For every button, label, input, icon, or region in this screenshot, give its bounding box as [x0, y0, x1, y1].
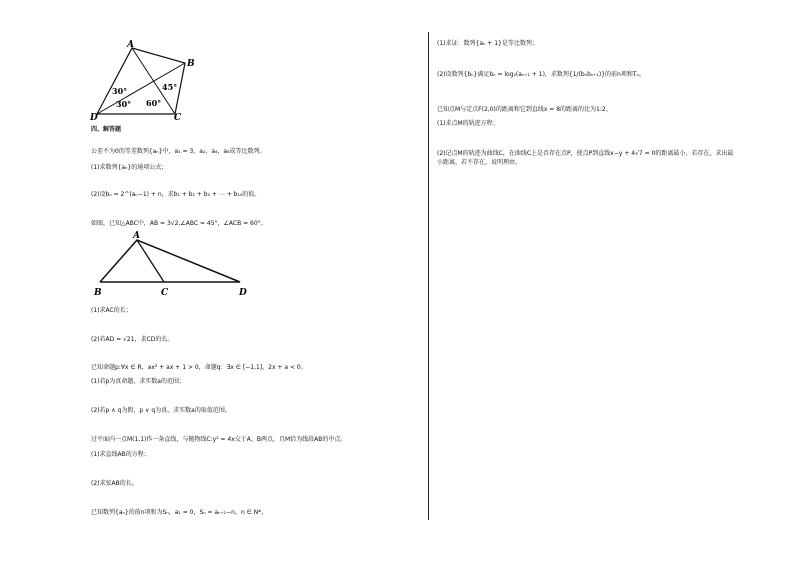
vertex-label-d: D [90, 113, 98, 123]
angle-label-1: 30° [112, 86, 128, 96]
q1-part2: (2)设bₙ = 2^(aₙ−1) + n，求b₁ + b₂ + b₃ + ⋯ + b₁₀的值。 [91, 191, 261, 198]
section-title: 四、解答题 [91, 126, 122, 133]
quadrilateral-outline [97, 48, 185, 114]
angle-label-2: 30° [116, 99, 132, 109]
q5-part2: (2)设数列{bₙ}满足bₙ = log₂(aₙ₊₁ + 1)，求数列{1/(bₙbₙ₊₁)}的前n项和Tₙ。 [437, 71, 645, 78]
q6-part1: (1)求点M的轨迹方程； [437, 120, 499, 127]
q3-stem: 已知命题p:∀x ∈ R，ax² + ax + 1 > 0，命题q：∃x ∈ [−1,1]，2x + a < 0。 [91, 364, 307, 371]
q3-part1: (1)若p为真命题，求实数a的范围； [91, 378, 185, 385]
q5-stem: 已知数列{aₙ}的前n项和为Sₙ，a₁ = 0，Sₙ = aₙ₊₁−n，n ∈ N*。 [91, 509, 268, 516]
q6-part2-line1: (2)记点M的轨迹为曲线C，在曲线C上是否存在点P，使点P到直线x−y + 4√7 = 0的距离最小，若存在，求出最 [437, 150, 734, 157]
q2-part1: (1)求AC的长； [91, 307, 132, 314]
q6-stem: 已知点M与定点F(2,0)的距离和它到直线x = 8的距离的比为1:2。 [437, 106, 612, 113]
point-label-c: C [161, 288, 169, 298]
q6-part2-line2: 小距离，若不存在，说明理由。 [437, 159, 522, 166]
point-label-d: D [239, 288, 247, 298]
q1-stem: 公差不为0的等差数列{aₙ}中，a₁ = 3，a₂，a₄，a₈成等比数列。 [91, 148, 266, 155]
q4-stem: 过平面内一点M(1,1)作一条直线，与抛物线C:y² = 4x交于A、B两点，且M恰为线段AB的中点。 [91, 436, 347, 443]
angle-label-3: 60° [146, 98, 162, 108]
q2-part2: (2)若AD = √21，求CD的长。 [91, 336, 174, 343]
q5-part1: (1)求证：数列{aₙ + 1}是等比数列； [437, 40, 538, 47]
triangle-figure [90, 228, 255, 298]
angle-label-4: 45° [162, 82, 178, 92]
q4-part2: (2)求弦AB的长。 [91, 480, 138, 487]
point-label-b: B [94, 288, 102, 298]
triangle-edges [100, 240, 240, 282]
q1-part1: (1)求数列{aₙ}的通项公式； [91, 164, 168, 171]
q4-part1: (1)求直线AB的方程； [91, 451, 150, 458]
point-label-a: A [133, 231, 140, 241]
vertex-label-b: B [187, 59, 195, 69]
vertex-label-c: C [174, 113, 182, 123]
quadrilateral-figure [90, 40, 200, 123]
column-divider [428, 32, 429, 520]
vertex-label-a: A [127, 40, 134, 50]
q3-part2: (2)若p ∧ q为假，p ∨ q为真，求实数a的取值范围。 [91, 407, 231, 414]
q2-stem: 如图，已知△ABC中，AB = 3√2,∠ABC = 45°，∠ACB = 60°。 [91, 220, 267, 227]
